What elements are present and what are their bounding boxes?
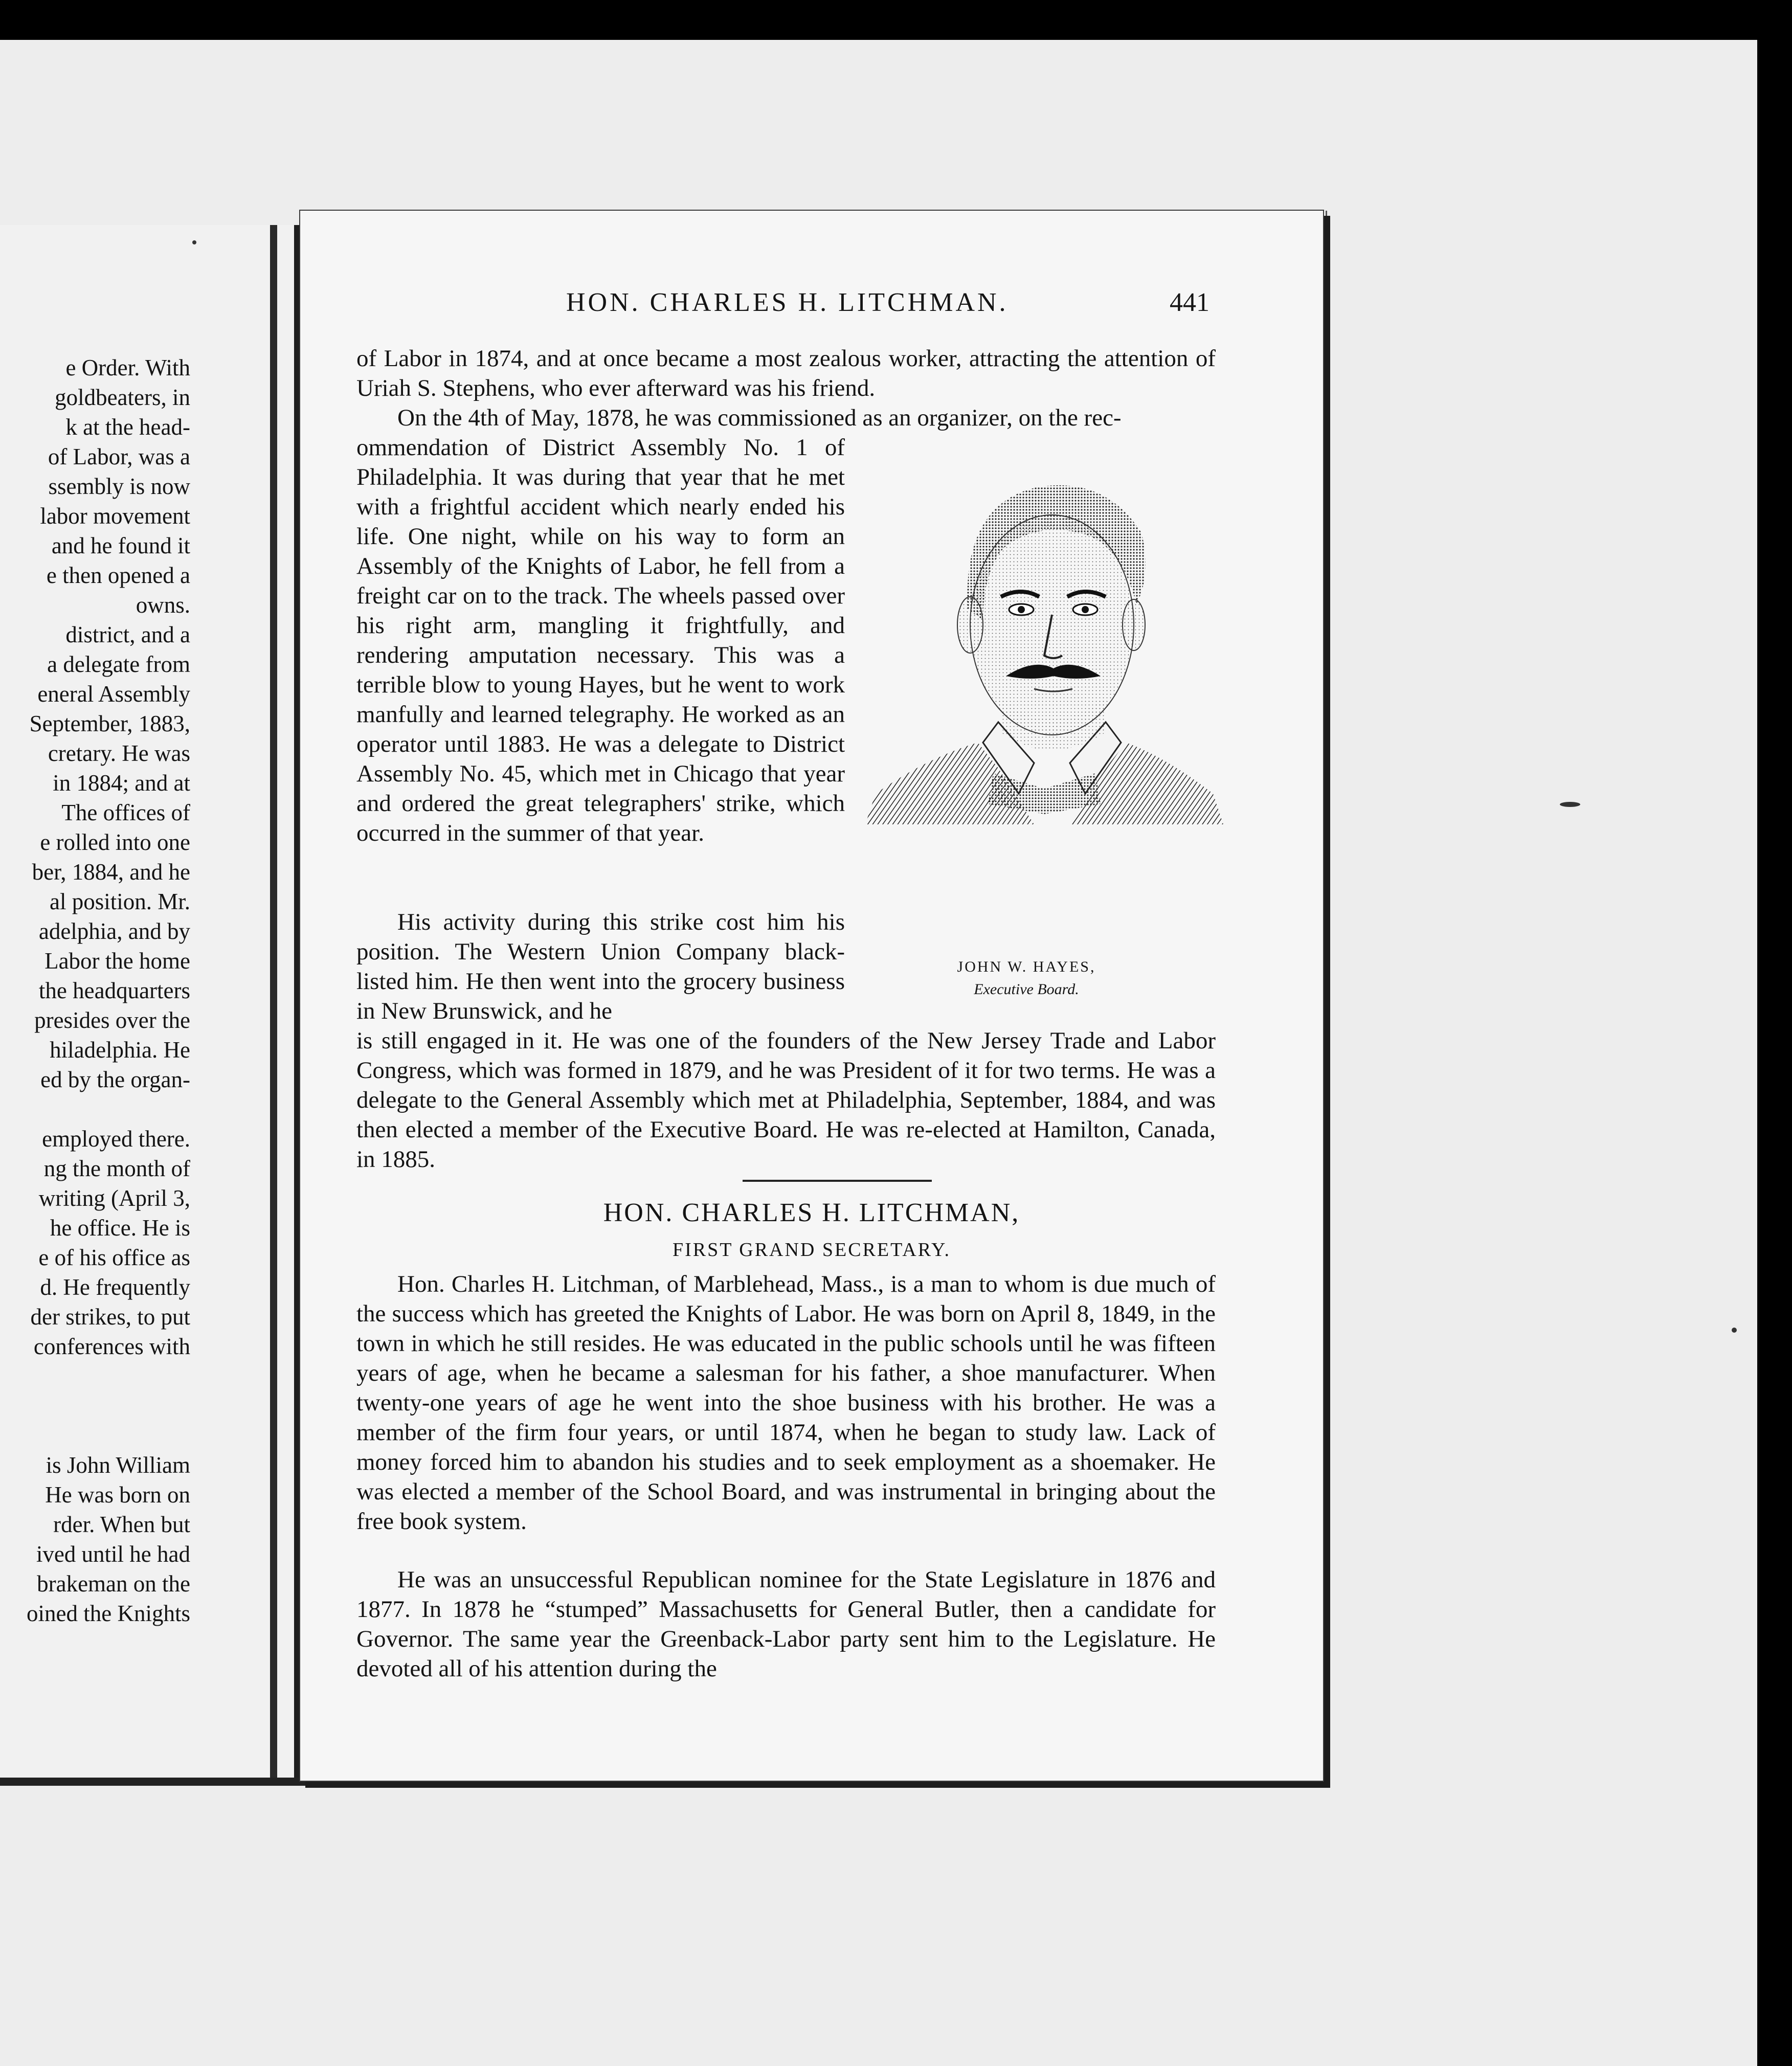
left-page-line: is John William: [46, 1452, 190, 1478]
running-header: [300, 287, 1323, 323]
paragraph-text: ommendation of District Assembly No. 1 of Philadelphia. It was during that year that he met with a frightful accident which nearly ended his life. One night, while on his way to form an Assembly of the Knights of Labor, he fell from a freight car on to the track. The wheels passed over his right arm, mangling it frightfully, and rendering amputation necessary. This was a terrible blow to young Hayes, but he went to work manfully and learned telegraphy. He worked as an operator until 1883. He was a delegate to District Assembly No. 45, which met in Chicago that year and ordered the great telegraphers' strike, which occurred in the summer of that year.: [356, 434, 845, 846]
paragraph-text: He was an unsuccessful Republican nominee for the State Legislature in 1876 and 1877. In 1878 he “stumped” Massachusetts for General Butler, then a candidate for Governor. The same year the Greenback-Labor party sent him to the Legislature. He devoted all of his attention during the: [356, 1566, 1216, 1682]
left-page-line: [0, 1361, 190, 1391]
scan-speck: [1732, 1328, 1737, 1333]
left-page-line: brakeman on the: [37, 1571, 190, 1597]
left-page-line: writing (April 3,: [38, 1185, 190, 1211]
section-paragraph-1: [356, 1269, 1216, 1536]
left-page-line: e Order. With: [65, 355, 190, 380]
section-subheading: FIRST GRAND SECRETARY.: [672, 1239, 951, 1261]
left-page-line: ng the month of: [43, 1156, 190, 1181]
left-page-line: he office. He is: [50, 1215, 190, 1241]
scan-speck: [192, 240, 196, 244]
left-page-line: and he found it: [51, 533, 190, 558]
left-page-line: ssembly is now: [48, 474, 190, 499]
left-page-line: [0, 1094, 190, 1124]
left-page-line: September, 1883,: [29, 711, 190, 736]
left-page-line: e then opened a: [46, 563, 190, 588]
intro-paragraph-3-continued: [356, 1026, 1216, 1174]
page-number: 441: [1170, 288, 1209, 317]
left-page-line: Labor the home: [44, 948, 190, 974]
paragraph-text: His activity during this strike cost him his position. The Western Union Company black-listed him. He then went into the grocery business in New Brunswick, and he: [356, 909, 845, 1024]
left-page-line: al position. Mr.: [49, 889, 190, 914]
left-page-bottom-edge: [0, 1778, 307, 1786]
right-page: [299, 210, 1324, 1782]
intro-paragraph-3-wrapped: [356, 907, 845, 1026]
left-page-line: district, and a: [65, 622, 190, 647]
paragraph-text: Hon. Charles H. Litchman, of Marblehead, Mass., is a man to whom is due much of the success which has greeted the Knights of Labor. He was born on April 8, 1849, in the town in which he still resides. He was educated in the public schools until he was fifteen years of age, when he became a salesman for his father, a shoe manufacturer. When twenty-one years of age he went into the shoe business with his brother. He was a member of the firm four years, or until 1874, when he began to study law. Lack of money forced him to abandon his studies and to seek employment as a shoemaker. He was elected a member of the School Board, and was instrumental in bringing about the free book system.: [356, 1271, 1216, 1535]
left-page-line: e rolled into one: [40, 829, 190, 855]
section-paragraph-2: [356, 1565, 1216, 1683]
left-page-line: d. He frequently: [40, 1274, 190, 1300]
paragraph-text: On the 4th of May, 1878, he was commissioned as an organizer, on the rec-: [397, 405, 1122, 431]
left-page-line: in 1884; and at: [53, 770, 190, 796]
intro-paragraph-2-start: [356, 403, 1216, 433]
left-page-line: goldbeaters, in: [55, 385, 190, 410]
left-page-line: employed there.: [42, 1126, 190, 1152]
left-page-line: The offices of: [61, 800, 190, 825]
portrait-caption-name: JOHN W. HAYES,: [957, 958, 1096, 975]
portrait-caption-role: Executive Board.: [974, 981, 1079, 998]
left-page-line: der strikes, to put: [30, 1304, 190, 1330]
left-page-line: rder. When but: [53, 1512, 190, 1537]
left-page-line: owns.: [136, 592, 190, 618]
portrait-engraving: [865, 456, 1223, 824]
left-page-line: He was born on: [45, 1482, 190, 1508]
left-page-line: the headquarters: [38, 978, 190, 1003]
scan-speck: [1560, 802, 1580, 807]
running-title: HON. CHARLES H. LITCHMAN.: [566, 288, 1009, 317]
left-page-line: hiladelphia. He: [50, 1037, 190, 1063]
left-page-line: cretary. He was: [48, 740, 190, 766]
left-page-line: conferences with: [33, 1334, 190, 1359]
left-page-line: labor movement: [40, 503, 190, 529]
left-page-line: ived until he had: [36, 1541, 190, 1567]
left-page-line: a delegate from: [47, 652, 190, 677]
left-page-line: presides over the: [34, 1007, 190, 1033]
book-spine: [270, 225, 277, 1785]
left-page-line: [0, 1391, 190, 1421]
left-page-line: [0, 1421, 190, 1450]
section-heading: HON. CHARLES H. LITCHMAN,: [603, 1198, 1020, 1227]
left-page-line: k at the head-: [65, 414, 190, 440]
left-page-line: ber, 1884, and he: [32, 859, 190, 885]
left-page-line: adelphia, and by: [38, 918, 190, 944]
paragraph-text: is still engaged in it. He was one of the founders of the New Jersey Trade and Labor Congress, which was formed in 1879, and he was President of it for two terms. He was a delegate to the General Assembly which met at Philadelphia, September, 1884, and was then elected a member of the Executive Board. He was re-elected at Hamilton, Canada, in 1885.: [356, 1027, 1216, 1173]
section-divider: [743, 1180, 932, 1182]
left-page-line: eneral Assembly: [37, 681, 190, 707]
intro-paragraph-2-wrapped: [356, 433, 845, 848]
left-page-line: e of his office as: [38, 1245, 190, 1270]
page-edge: [1326, 211, 1335, 1776]
paragraph-text: of Labor in 1874, and at once became a most zealous worker, attracting the attention of Uriah S. Stephens, who ever afterward was his friend.: [356, 345, 1216, 401]
left-page-line: ed by the organ-: [40, 1067, 190, 1092]
left-page-line: oined the Knights: [27, 1601, 190, 1626]
intro-paragraph-1: [356, 344, 1216, 403]
left-page-line: of Labor, was a: [48, 444, 190, 469]
left-page-fragment: [0, 225, 299, 1785]
